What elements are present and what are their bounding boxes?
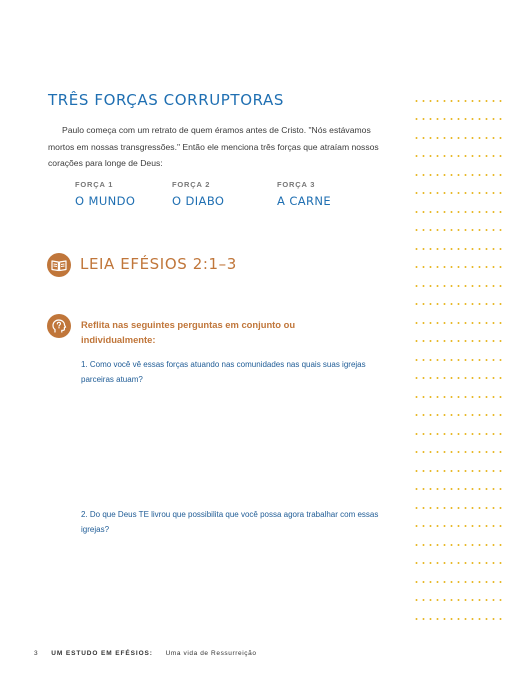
dotted-line [413, 377, 503, 379]
intro-paragraph: Paulo começa com um retrato de quem éramos antes de Cristo. "Nós estávamos mortos em nossas transgressões." Então ele menciona três forças que atraíam nossos corações para longe de Deus: [48, 125, 379, 168]
dotted-line [413, 599, 503, 601]
section-title: TRÊS FORÇAS CORRUPTORAS [48, 91, 285, 109]
dotted-line [413, 414, 503, 416]
series-title: UM ESTUDO EM EFÉSIOS: [51, 650, 153, 657]
force-2 [172, 180, 224, 208]
dotted-line [413, 451, 503, 453]
force-1 [75, 180, 135, 208]
question-number: 2. [81, 510, 88, 519]
reading-title: LEIA EFÉSIOS 2:1–3 [80, 255, 237, 273]
dotted-line [413, 359, 503, 361]
question-number: 1. [81, 360, 88, 369]
dotted-line [413, 211, 503, 213]
dotted-line [413, 174, 503, 176]
page-number: 3 [34, 650, 39, 657]
dotted-line [413, 396, 503, 398]
force-name: O MUNDO [75, 194, 136, 208]
dotted-line [413, 507, 503, 509]
dotted-line [413, 581, 503, 583]
dotted-line [413, 266, 503, 268]
dotted-line [413, 118, 503, 120]
dotted-line [413, 248, 503, 250]
dotted-line [413, 544, 503, 546]
force-label: FORÇA 1 [75, 180, 114, 189]
dotted-line [413, 562, 503, 564]
dotted-line [413, 618, 503, 620]
dotted-line [413, 525, 503, 527]
dotted-line [413, 340, 503, 342]
dotted-line [413, 433, 503, 435]
page-footer [34, 650, 257, 657]
dotted-line [413, 137, 503, 139]
force-name: O DIABO [172, 194, 225, 208]
dotted-line [413, 229, 503, 231]
force-name: A CARNE [277, 194, 332, 208]
notes-dotted-lines [413, 96, 503, 626]
dotted-line [413, 192, 503, 194]
reflection-prompt: Reflita nas seguintes perguntas em conjunto ou individualmente: [81, 319, 296, 345]
question-text: Do que Deus TE livrou que possibilita que você possa agora trabalhar com essas igrejas? [81, 510, 379, 534]
question-2 [81, 508, 391, 537]
dotted-line [413, 470, 503, 472]
dotted-line [413, 322, 503, 324]
question-head-icon [47, 314, 71, 338]
force-3 [277, 180, 331, 208]
dotted-line [413, 285, 503, 287]
dotted-line [413, 488, 503, 490]
open-book-icon [47, 253, 71, 277]
question-1 [81, 358, 391, 387]
question-text: Como você vê essas forças atuando nas comunidades nas quais suas igrejas parceiras atuam? [81, 360, 366, 384]
force-label: FORÇA 2 [172, 180, 211, 189]
dotted-line [413, 155, 503, 157]
dotted-line [413, 100, 503, 102]
series-subtitle: Uma vida de Ressurreição [165, 650, 257, 657]
dotted-line [413, 303, 503, 305]
force-label: FORÇA 3 [277, 180, 316, 189]
